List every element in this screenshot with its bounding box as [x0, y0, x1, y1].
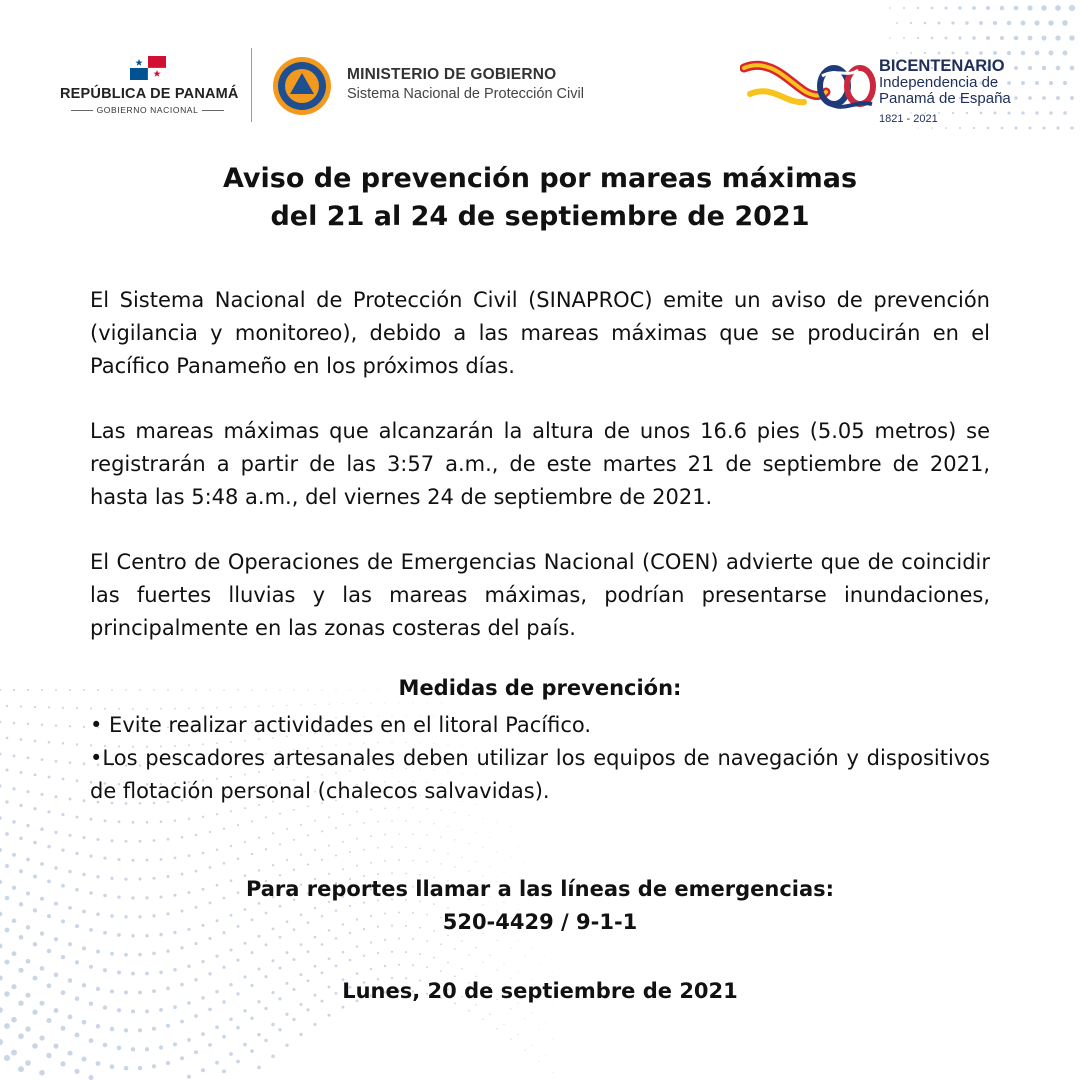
republica-panama-name: REPÚBLICA DE PANAMÁ — [60, 86, 239, 102]
republica-panama-logo — [60, 56, 239, 115]
bicentenario-text — [879, 58, 1011, 125]
bicentenario-years: 1821 - 2021 — [879, 112, 938, 125]
panama-flag-icon — [130, 56, 166, 80]
measure-item: • Evite realizar actividades en el litoral Pacífico. — [90, 713, 592, 737]
measures-list — [90, 709, 990, 808]
measures-heading: Medidas de prevención: — [398, 676, 682, 700]
notice-date: Lunes, 20 de septiembre de 2021 — [342, 979, 738, 1003]
measure-item: •Los pescadores artesanales deben utilizar los equipos de navegación y dispositivos de flotación personal (chalecos salvavidas). — [90, 746, 990, 803]
paragraph-tide-details: Las mareas máximas que alcanzarán la altura de unos 16.6 pies (5.05 metros) se registrarán a partir de las 3:57 a.m., de este martes 21 de septiembre de 2021, hasta las 5:48 a.m., del viernes 24 de septiembre de 2021. — [90, 419, 990, 509]
paragraph-sinaproc-notice: El Sistema Nacional de Protección Civil (SINAPROC) emite un aviso de prevención (vigilancia y monitoreo), debido a las mareas máximas que se producirán en el Pacífico Panameño en los próximos días. — [90, 288, 990, 378]
ministry-block — [347, 66, 584, 102]
notice-title — [90, 160, 990, 236]
ministry-name: MINISTERIO DE GOBIERNO — [347, 66, 557, 83]
bicentenario-title: BICENTENARIO — [879, 57, 1005, 75]
bicentenario-line-1: Independencia de — [879, 74, 999, 92]
paragraph-coen-warning: El Centro de Operaciones de Emergencias Nacional (COEN) advierte que de coincidir las fuertes lluvias y las mareas máximas, podrían presentarse inundaciones, principalmente en las zonas costeras del país. — [90, 550, 990, 640]
emergency-phone-numbers: 520-4429 / 9-1-1 — [442, 910, 638, 934]
header — [0, 0, 1080, 140]
report-instructions: Para reportes llamar a las líneas de emergencias: — [245, 877, 835, 901]
bicentenario-line-2: Panamá de España — [879, 90, 1011, 108]
bicentenario-ribbon-logo-icon — [740, 54, 880, 118]
notice-title-line-2: del 21 al 24 de septiembre de 2021 — [270, 201, 810, 232]
notice-title-line-1: Aviso de prevención por mareas máximas — [222, 163, 858, 194]
ministry-subtitle: Sistema Nacional de Protección Civil — [347, 86, 584, 102]
sinaproc-seal-icon — [272, 56, 332, 116]
notice-content — [90, 160, 990, 1008]
header-divider — [251, 48, 252, 122]
gobierno-nacional-label: GOBIERNO NACIONAL — [60, 105, 235, 115]
